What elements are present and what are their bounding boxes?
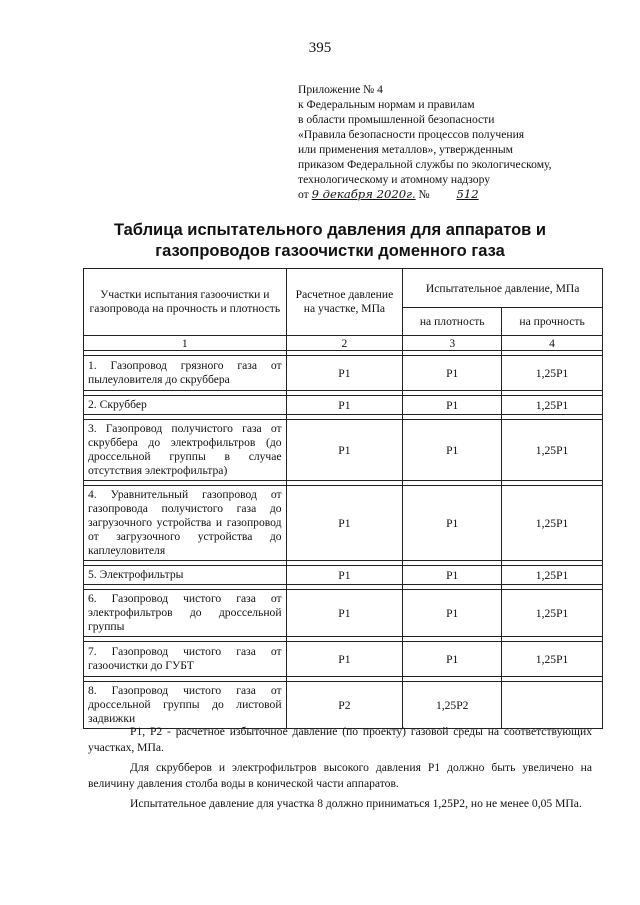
notes-block (88, 724, 592, 816)
table-row (84, 566, 603, 585)
density-cell: P1 (403, 642, 502, 677)
site-cell: 2. Скруббер (84, 396, 287, 415)
table-row (84, 642, 603, 677)
header-strength: на прочность (502, 308, 603, 336)
order-line (298, 187, 598, 202)
appendix-line: приказом Федеральной службы по экологическому, (298, 158, 552, 171)
density-cell: P1 (403, 420, 502, 481)
appendix-line: Приложение № 4 (298, 83, 383, 96)
density-cell: P1 (403, 396, 502, 415)
design-cell: P1 (286, 590, 403, 637)
table-row (84, 682, 603, 729)
site-cell: 8. Газопровод чистого газа от дроссельной группы до листовой задвижки (84, 682, 287, 729)
column-number: 1 (84, 336, 287, 351)
design-cell: P2 (286, 682, 403, 729)
appendix-line: в области промышленной безопасности (298, 113, 495, 126)
table-row (84, 396, 603, 415)
site-cell: 1. Газопровод грязного газа от пылеуловителя до скруббера (84, 356, 287, 391)
header-test-pressure: Испытательное давление, МПа (403, 269, 603, 308)
table-row (84, 420, 603, 481)
appendix-block (298, 82, 598, 202)
appendix-line: «Правила безопасности процессов получения (298, 128, 525, 141)
strength-cell: 1,25P1 (502, 420, 603, 481)
strength-cell: 1,25P1 (502, 642, 603, 677)
column-number: 4 (502, 336, 603, 351)
strength-cell: 1,25P1 (502, 356, 603, 391)
strength-cell: 1,25P1 (502, 566, 603, 585)
design-cell: P1 (286, 396, 403, 415)
order-no-label: № (418, 188, 430, 201)
order-number: 512 (456, 187, 479, 201)
appendix-line: технологическому и атомному надзору (298, 173, 491, 186)
site-cell: 7. Газопровод чистого газа от газоочистки до ГУБТ (84, 642, 287, 677)
strength-cell: 1,25P1 (502, 396, 603, 415)
header-design-pressure: Расчетное давление на участке, МПа (286, 269, 403, 336)
strength-cell: 1,25P1 (502, 486, 603, 561)
site-cell: 3. Газопровод получистого газа от скруббера до электрофильтров (до дроссельной группы в случае отсутствия электрофильтра) (84, 420, 287, 481)
site-cell: 4. Уравнительный газопровод от газопровода получистого газа до загрузочного устройства и газопровод от загрузочного устройства до каплеуловителя (84, 486, 287, 561)
page-number: 395 (308, 40, 332, 56)
density-cell: 1,25P2 (403, 682, 502, 729)
design-cell: P1 (286, 356, 403, 391)
document-title: Таблица испытательного давления для аппаратов и газопроводов газоочистки доменного газа (113, 221, 547, 260)
strength-cell (502, 682, 603, 729)
column-numbers-row (84, 336, 603, 351)
density-cell: P1 (403, 590, 502, 637)
table-header-row (84, 269, 603, 308)
table-row (84, 486, 603, 561)
appendix-line: или применения металлов», утвержденным (298, 143, 513, 156)
column-number: 3 (403, 336, 502, 351)
order-date: 9 декабря 2020г. (311, 187, 416, 201)
header-density: на плотность (403, 308, 502, 336)
site-cell: 5. Электрофильтры (84, 566, 287, 585)
density-cell: P1 (403, 566, 502, 585)
design-cell: P1 (286, 420, 403, 481)
density-cell: P1 (403, 356, 502, 391)
design-cell: P1 (286, 566, 403, 585)
note-paragraph: Испытательное давление для участка 8 должно приниматься 1,25P2, но не менее 0,05 МПа. (130, 797, 582, 810)
design-cell: P1 (286, 642, 403, 677)
header-sites: Участки испытания газоочистки и газопровода на прочность и плотность (84, 269, 287, 336)
table-row (84, 590, 603, 637)
density-cell: P1 (403, 486, 502, 561)
design-cell: P1 (286, 486, 403, 561)
pressure-table (83, 268, 603, 729)
order-prefix: от (298, 188, 309, 201)
strength-cell: 1,25P1 (502, 590, 603, 637)
appendix-line: к Федеральным нормам и правилам (298, 98, 475, 111)
column-number: 2 (286, 336, 403, 351)
table-row (84, 356, 603, 391)
note-paragraph: Для скрубберов и электрофильтров высокого давления P1 должно быть увеличено на величину давления столба воды в конической части аппаратов. (88, 761, 592, 790)
site-cell: 6. Газопровод чистого газа от электрофильтров до дроссельной группы (84, 590, 287, 637)
note-paragraph: P1, P2 - расчетное избыточное давление (по проекту) газовой среды на соответствующих участках, МПа. (88, 725, 592, 754)
